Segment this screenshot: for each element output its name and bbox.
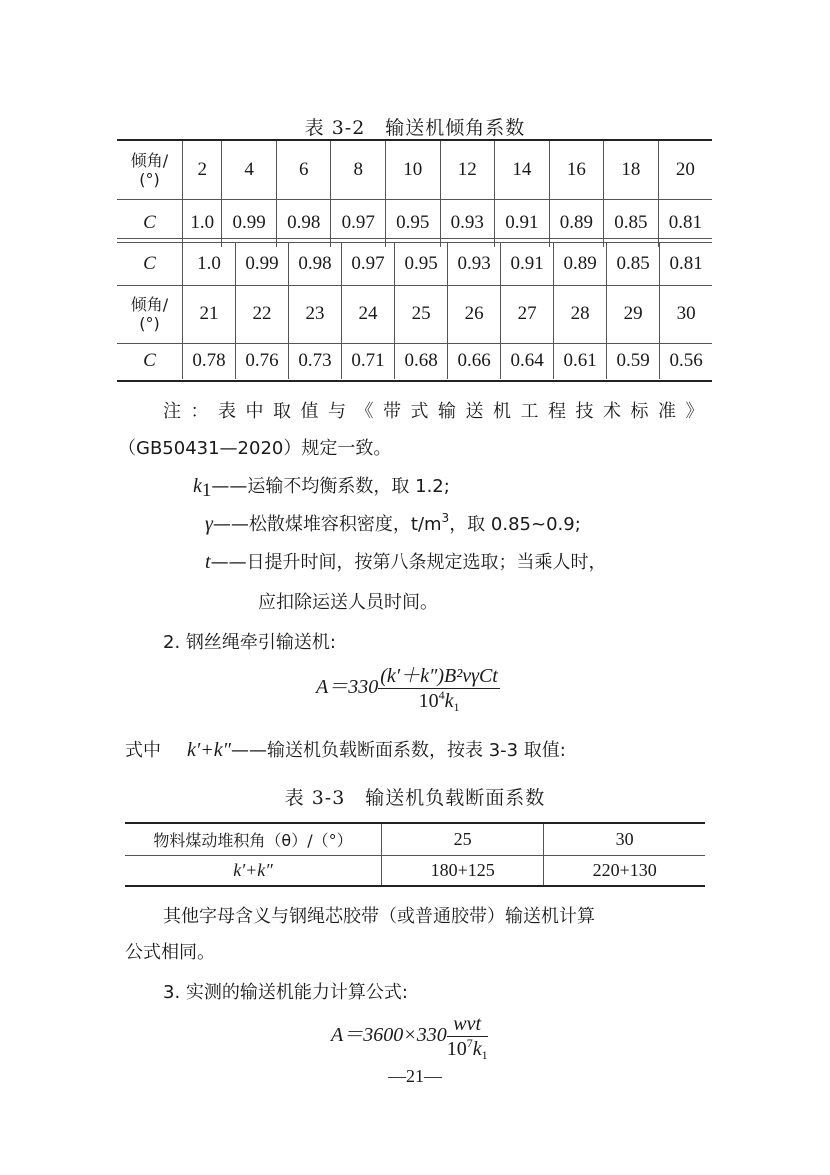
c-label-cell: C <box>117 199 183 247</box>
c-label-cell: C <box>117 243 183 285</box>
formula-2-denominator <box>378 689 500 713</box>
angle-cell: 12 <box>440 141 495 199</box>
note-line-1: 注：表中取值与《带式输送机工程技术标准》 <box>163 401 713 422</box>
page-number: —21— <box>388 1066 442 1086</box>
c-cell: 0.73 <box>289 343 342 379</box>
angle-header-line2: (°) <box>139 314 160 333</box>
value-cell: 220+130 <box>592 859 657 880</box>
angle-cell: 25 <box>395 285 448 343</box>
def-t-continuation: 应扣除运送人员时间。 <box>258 592 438 613</box>
table-row-c-a <box>117 199 712 247</box>
angle-header-line2: (°) <box>139 169 160 189</box>
angle-cell: 30 <box>660 285 712 343</box>
c-cell: 0.71 <box>342 343 395 379</box>
c-cell: 0.89 <box>554 243 607 285</box>
formula-3-den-base: 10 <box>446 1038 467 1060</box>
def-k1 <box>193 472 450 501</box>
c-cell: 0.76 <box>236 343 289 379</box>
section-3-heading: 3. 实测的输送机能力计算公式: <box>163 982 408 1003</box>
angle-cell: 23 <box>289 285 342 343</box>
angle-cell: 8 <box>331 141 386 199</box>
k-label-cell: k′+k″ <box>125 855 382 886</box>
formula-3 <box>331 1012 488 1061</box>
table-row <box>125 823 705 855</box>
angle-cell: 6 <box>276 141 331 199</box>
angle-cell: 4 <box>222 141 277 199</box>
c-cell: 0.56 <box>660 343 712 379</box>
angle-cell: 21 <box>183 285 236 343</box>
table-row-c-b <box>117 343 712 379</box>
t-symbol: t <box>205 551 211 573</box>
formula-3-lhs: A＝3600×330 <box>331 1024 447 1047</box>
angle-cell: 16 <box>549 141 604 199</box>
c-cell: 0.81 <box>658 199 712 247</box>
angle-cell: 20 <box>658 141 712 199</box>
c-cell: 1.0 <box>183 243 236 285</box>
gamma-symbol: γ <box>205 513 213 535</box>
table-row-angles-b <box>117 285 712 343</box>
paragraph-line-2: 公式相同。 <box>125 942 215 963</box>
table-bottom-rule <box>117 380 712 382</box>
angle-cell: 10 <box>386 141 441 199</box>
c-cell: 0.98 <box>276 199 331 247</box>
angle-header-line1: 倾角/ <box>130 295 169 314</box>
formula-2-numerator: (k′＋k″)B²vγCt <box>380 665 498 687</box>
c-cell: 0.99 <box>222 199 277 247</box>
k1-subscript: 1 <box>201 480 212 501</box>
table-row <box>125 855 705 886</box>
t-text: ——日提升时间，按第八条规定选取；当乘人时， <box>210 552 607 573</box>
formula-2-den-base: 10 <box>418 690 439 712</box>
angle-cell: 24 <box>342 285 395 343</box>
angle-cell: 14 <box>495 141 550 199</box>
where-text: ——输送机负载断面系数，按表 3-3 取值: <box>230 740 566 761</box>
angle-cell: 22 <box>236 285 289 343</box>
table-3-3-caption: 表 3-3 输送机负载断面系数 <box>284 787 546 809</box>
formula-3-den-exp: 7 <box>466 1036 473 1050</box>
angle-header-cell <box>117 141 183 199</box>
formula-2-den-k: k <box>444 690 454 712</box>
c-cell: 0.99 <box>236 243 289 285</box>
c-cell: 0.85 <box>604 199 659 247</box>
c-cell: 0.89 <box>549 199 604 247</box>
angle-label-cell: 物料煤动堆积角（θ）/（°） <box>125 823 382 855</box>
c-label-cell: C <box>117 343 183 379</box>
gamma-text-1: ——松散煤堆容积密度，t/m <box>212 514 442 535</box>
c-cell: 0.95 <box>386 199 441 247</box>
table-3-2-part1 <box>117 141 712 247</box>
c-cell: 0.85 <box>607 243 660 285</box>
table-row-angles-a <box>117 141 712 199</box>
angle-cell: 29 <box>607 285 660 343</box>
c-cell: 1.0 <box>183 199 222 247</box>
formula-2-den-exp: 4 <box>438 688 445 702</box>
c-cell: 0.78 <box>183 343 236 379</box>
c-cell: 0.66 <box>448 343 501 379</box>
c-cell: 0.81 <box>660 243 712 285</box>
formula-2-lhs: A＝330 <box>316 676 379 699</box>
formula-2-den-sub: 1 <box>453 700 460 714</box>
angle-cell: 27 <box>501 285 554 343</box>
gamma-superscript: 3 <box>441 511 450 525</box>
k1-text: ——运输不均衡系数，取 1.2; <box>211 476 450 497</box>
angle-cell: 18 <box>604 141 659 199</box>
paragraph-line-1: 其他字母含义与钢绳芯胶带（或普通胶带）输送机计算 <box>163 906 595 927</box>
angle-header-cell <box>117 285 183 343</box>
c-cell: 0.68 <box>395 343 448 379</box>
angle-cell: 26 <box>448 285 501 343</box>
where-line <box>125 736 566 762</box>
gamma-text-2: ，取 0.85~0.9; <box>449 514 581 535</box>
c-cell: 0.98 <box>289 243 342 285</box>
def-gamma <box>205 510 581 536</box>
value-cell: 25 <box>382 823 544 855</box>
where-label: 式中 <box>125 740 161 761</box>
table-3-2-caption: 表 3-2 输送机倾角系数 <box>304 117 526 139</box>
c-cell: 0.59 <box>607 343 660 379</box>
formula-3-numerator: wvt <box>447 1012 488 1037</box>
value-cell: 180+125 <box>382 855 544 886</box>
c-cell: 0.97 <box>342 243 395 285</box>
c-cell: 0.93 <box>448 243 501 285</box>
section-2-heading: 2. 钢丝绳牵引输送机: <box>163 632 336 653</box>
formula-2-fraction <box>378 664 500 713</box>
c-cell: 0.97 <box>331 199 386 247</box>
formula-3-den-k: k <box>472 1038 482 1060</box>
table-3-3 <box>125 822 705 887</box>
def-t <box>205 548 607 574</box>
where-symbol: k′+k″ <box>187 739 231 761</box>
formula-3-denominator <box>447 1037 488 1061</box>
formula-3-fraction <box>447 1012 488 1061</box>
c-cell: 0.61 <box>554 343 607 379</box>
c-cell: 0.91 <box>501 243 554 285</box>
angle-cell: 2 <box>183 141 222 199</box>
table-3-2-part2 <box>117 243 712 379</box>
c-cell: 0.93 <box>440 199 495 247</box>
angle-header-line1: 倾角/ <box>130 150 169 170</box>
angle-cell: 28 <box>554 285 607 343</box>
formula-3-den-sub: 1 <box>481 1048 488 1062</box>
k1-symbol: k <box>193 475 202 497</box>
note-line-2: （GB50431—2020）规定一致。 <box>118 438 392 459</box>
c-cell: 0.95 <box>395 243 448 285</box>
formula-2 <box>316 664 500 713</box>
table-row-c-repeat <box>117 243 712 285</box>
value-cell: 30 <box>615 828 634 849</box>
continuation-rule-1 <box>117 238 712 239</box>
c-cell: 0.91 <box>495 199 550 247</box>
c-cell: 0.64 <box>501 343 554 379</box>
